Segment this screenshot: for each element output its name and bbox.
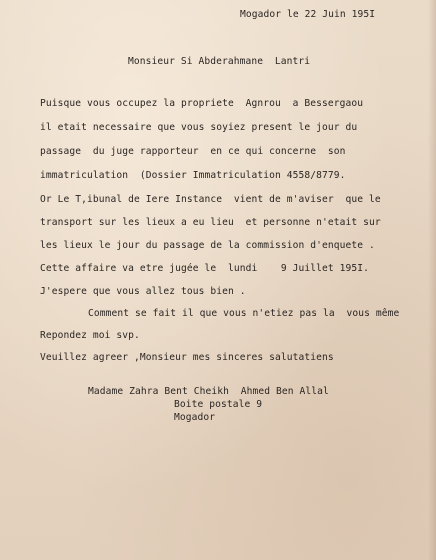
- body-line: Puisque vous occupez la propriete Agnrou a Bessergaou: [40, 98, 364, 109]
- body-line: transport sur les lieux a eu lieu et personne n'etait sur: [40, 217, 381, 228]
- letter-date: Mogador le 22 Juin 195I: [240, 9, 376, 20]
- body-line: il etait necessaire que vous soyiez present le jour du: [40, 122, 358, 133]
- signature-city: Mogador: [174, 412, 216, 423]
- body-line: Or Le T,ibunal de Iere Instance vient de m'aviser que le: [40, 194, 381, 205]
- body-line: Repondez moi svp.: [40, 330, 140, 341]
- body-line: Cette affaire va etre jugée le lundi 9 Juillet 195I.: [40, 263, 370, 274]
- body-line: immatriculation (Dossier Immatriculation 4558/8779.: [40, 170, 346, 181]
- signature-name: Madame Zahra Bent Cheikh Ahmed Ben Allal: [88, 386, 329, 397]
- closing-line: Veuillez agreer ,Monsieur mes sinceres salutatiens: [40, 352, 334, 363]
- body-line: J'espere que vous allez tous bien .: [40, 286, 246, 297]
- letter-addressee: Monsieur Si Abderahmane Lantri: [128, 56, 311, 67]
- signature-postbox: Boite postale 9: [174, 399, 263, 410]
- body-line: Comment se fait il que vous n'etiez pas la vous même: [88, 308, 400, 319]
- body-line: passage du juge rapporteur en ce qui concerne son: [40, 146, 346, 157]
- body-line: les lieux le jour du passage de la commission d'enquete .: [40, 240, 375, 251]
